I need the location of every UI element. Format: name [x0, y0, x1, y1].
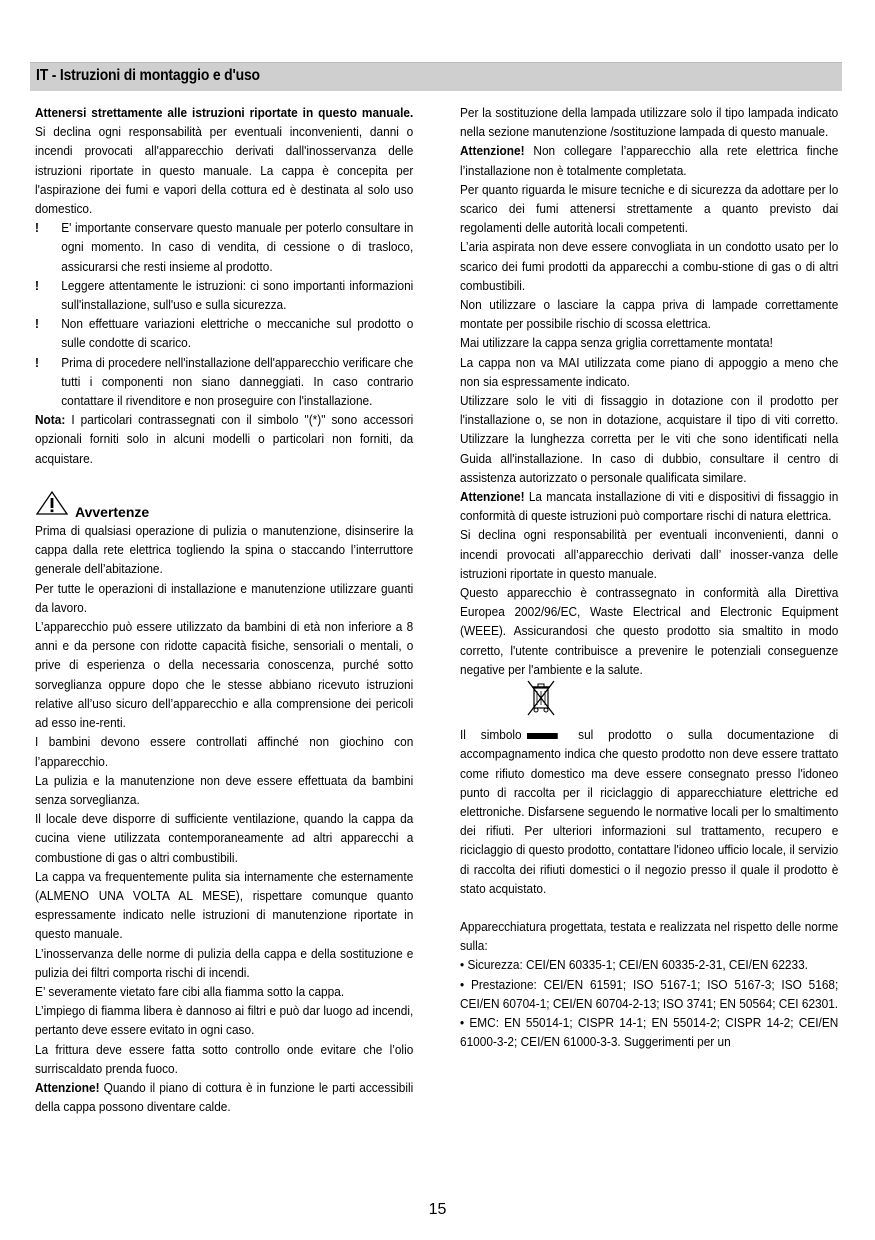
- weee-symbol-row: [460, 679, 875, 725]
- paragraph-griglia: Mai utilizzare la cappa senza griglia correttamente montata!: [460, 335, 773, 351]
- left-column: [35, 103, 455, 1116]
- warning-paragraph: Prima di qualsiasi operazione di pulizia o manutenzione, disinserire la cappa dalla rete elettrica togliendo la spina o staccando l’interruttore generale dell’abitazione.: [35, 523, 414, 577]
- attenzione-text: Non collegare l’apparecchio alla rete elettrica finche l’installazione non è totalmente completata.: [460, 143, 839, 178]
- bullet-item: [35, 314, 413, 352]
- exclamation-icon: !: [35, 277, 39, 293]
- paragraph-misure: Per quanto riguarda le misure tecniche e di sicurezza da adottare per lo scarico dei fumi attenersi strettamente a quanto previsto dai regolamenti delle autorità locali competenti.: [460, 181, 839, 236]
- bullet-item: [35, 276, 413, 314]
- paragraph-aria: L’aria aspirata non deve essere convogliata in un condotto usato per lo scarico dei fumi prodotti da apparecchi a combu-stione di gas o di altri combustibili.: [460, 239, 839, 293]
- warning-paragraph: Il locale deve disporre di sufficiente ventilazione, quando la cappa da cucina viene utilizzata contemporaneamente ad altri apparecchi a combustione di gas o altri combustibili.: [35, 811, 414, 865]
- warning-paragraph: I bambini devono essere controllati affinché non giochino con l’apparecchio.: [35, 734, 414, 769]
- paragraph-responsabilita: Si declina ogni responsabilità per eventuali inconvenienti, danni o incendi provocati all’apparecchio derivati dall’ inosser-vanza delle istruzioni riportate in questo manuale.: [460, 527, 839, 581]
- exclamation-icon: !: [35, 220, 39, 236]
- warning-paragraph: L’apparecchio può essere utilizzato da bambini di età non inferiore a 8 anni e da persone con ridotte capacità fisiche, sensoriali o mentali, o prive di esperienza o della necessaria conoscenza, purché sotto sorveglianza oppure dopo che le stesse abbiano ricevuto istruzioni relative all’uso sicuro dell’apparecchio e alla comprensione dei pericoli ad esso ine-renti.: [35, 619, 414, 731]
- nota-paragraph: [35, 410, 413, 468]
- attenzione-label: Attenzione!: [35, 1079, 100, 1095]
- nota-text: I particolari contrassegnati con il simbolo "(*)" sono accessori opzionali forniti solo in alcuni modelli o particolari non forniti, da acquistare.: [35, 412, 414, 466]
- intro-bold: Attenersi strettamente alle istruzioni riportate in questo manuale.: [35, 105, 414, 120]
- attenzione-label: Attenzione!: [460, 143, 525, 159]
- paragraph-attenzione-rete: [460, 141, 838, 179]
- warning-paragraph: E’ severamente vietato fare cibi alla fiamma sotto la cappa.: [35, 983, 345, 999]
- warning-paragraph: La cappa va frequentemente pulita sia internamente che esternamente (ALMENO UNA VOLTA AL MESE), rispettare comunque quanto espressamente indicato nelle istruzioni di manutenzione riportate in questo manuale.: [35, 868, 414, 942]
- paragraph-norme-intro: Apparecchiatura progettata, testata e realizzata nel rispetto delle norme sulla:: [460, 918, 839, 954]
- bullet-item: [35, 353, 413, 411]
- warning-heading: [35, 490, 455, 521]
- attenzione-text: La mancata installazione di viti e dispositivi di fissaggio in conformità di queste istruzioni può comportare rischi di natura elettrica.: [460, 489, 839, 524]
- section-title: IT - Istruzioni di montaggio e d'uso: [36, 67, 260, 84]
- warning-triangle-icon: [35, 490, 69, 521]
- exclamation-icon: !: [35, 316, 39, 332]
- paragraph-appoggio: La cappa non va MAI utilizzata come piano di appoggio a meno che non sia espressamente indicato.: [460, 354, 839, 389]
- simbolo-post: sul prodotto o sulla documentazione di accompagnamento indica che questo prodotto non deve essere trattato come rifiuto domestico ma deve essere consegnato presso l'idoneo punto di raccolta per il riciclaggio di apparecchiature elettriche ed elettroniche. Disfarsene seguendo le normative locali per lo smaltimento dei rifiuti. Per ulteriori informazioni sul trattamento, recupero e riciclaggio di questo prodotto, contattare l'idoneo ufficio locale, il servizio di raccolta dei rifiuti domestici o il negozio presso il quale il prodotto è stato acquistato.: [460, 727, 839, 896]
- warning-paragraph: L’impiego di fiamma libera è dannoso ai filtri e può dar luogo ad incendi, pertanto deve essere evitato in ogni caso.: [35, 1003, 414, 1038]
- warning-paragraph: La pulizia e la manutenzione non deve essere effettuata da bambini senza sorveglianza.: [35, 772, 414, 807]
- norme-item: • EMC: EN 55014-1; CISPR 14-1; EN 55014-2; CISPR 14-2; CEI/EN 61000-3-2; CEI/EN 61000-3-3. Suggerimenti per un: [460, 1014, 839, 1050]
- paragraph-weee: Questo apparecchio è contrassegnato in conformità alla Direttiva Europea 2002/96/EC, Waste Electrical and Electronic Equipment (WEEE). Assicurandosi che questo prodotto sia smaltito in modo corretto, l'utente contribuisce a prevenire le potenziali conseguenze negative per l'ambiente e la salute.: [460, 585, 839, 677]
- norme-item: • Sicurezza: CEI/EN 60335-1; CEI/EN 60335-2-31, CEI/EN 62233.: [460, 957, 808, 973]
- crossed-bin-icon: [525, 679, 557, 724]
- norme-item: • Prestazione: CEI/EN 61591; ISO 5167-1; ISO 5167-3; ISO 5168; CEI/EN 60704-1; CEI/EN 60704-2-13; ISO 3741; EN 50564; CEI 62301.: [460, 976, 839, 1011]
- warning-paragraph: Per tutte le operazioni di installazione e manutenzione utilizzare guanti da lavoro.: [35, 580, 414, 615]
- warning-paragraphs: [35, 521, 455, 1078]
- section-header: [30, 62, 842, 91]
- intro-text: Si declina ogni responsabilità per eventuali inconvenienti, danni o incendi provocati all'apparecchio derivati dall'inosservanza delle istruzioni riportate in questo manuale. La cappa è concepita per l'aspirazione dei fumi e vapori della cottura ed è destinata al solo uso domestico.: [35, 124, 414, 217]
- warning-title: Avvertenze: [75, 504, 150, 521]
- bullet-list: [35, 218, 413, 410]
- bullet-text: Prima di procedere nell'installazione dell'apparecchio verificare che tutti i componenti non siano danneggiati. In caso contrario contattare il rivenditore e non proseguire con l'installazione.: [61, 354, 414, 409]
- norme-list: [460, 955, 875, 1051]
- paragraph-simbolo: [460, 725, 838, 898]
- attenzione-text: Quando il piano di cottura è in funzione le parti accessibili della cappa possono diventare calde.: [35, 1079, 414, 1115]
- warning-paragraph: La frittura deve essere fatta sotto controllo onde evitare che l’olio surriscaldato prenda fuoco.: [35, 1041, 414, 1076]
- intro-paragraph: [35, 103, 413, 218]
- paragraph-attenzione-viti: [460, 487, 838, 525]
- bullet-text: E' importante conservare questo manuale per poterlo consultare in ogni momento. In caso di vendita, di cessione o di trasloco, assicurarsi che resti insieme al prodotto.: [61, 220, 414, 274]
- warning-paragraph: L’inosservanza delle norme di pulizia della cappa e della sostituzione e pulizia dei filtri comporta rischi di incendi.: [35, 945, 414, 980]
- bullet-text: Non effettuare variazioni elettriche o meccaniche sul prodotto o sulle condotte di scarico.: [61, 316, 414, 351]
- paragraph-viti: Utilizzare solo le viti di fissaggio in dotazione con il prodotto per l'installazione o, se non in dotazione, acquistare il tipo di viti corretto. Utilizzare la lunghezza corretta per le viti che sono identificati nella Guida all'installazione. In caso di dubbio, consultare il centro di assistenza autorizzato o personale qualificata similare.: [460, 393, 839, 485]
- bullet-text: Leggere attentamente le istruzioni: ci sono importanti informazioni sull'installazione, sull'uso e sulla sicurezza.: [61, 277, 414, 313]
- simbolo-pre: Il simbolo: [460, 727, 522, 743]
- weee-bar-icon: [527, 733, 558, 739]
- paragraph-lampade: Non utilizzare o lasciare la cappa priva di lampade correttamente montate per possibile rischio di scossa elettrica.: [460, 297, 839, 332]
- page-number: 15: [428, 1201, 447, 1218]
- paragraph-lampada: Per la sostituzione della lampada utilizzare solo il tipo lampada indicato nella sezione manutenzione /sostituzione lampada di questo manuale.: [460, 105, 839, 140]
- exclamation-icon: !: [35, 354, 39, 370]
- right-column: [460, 103, 875, 1051]
- bullet-item: [35, 218, 413, 276]
- attenzione-label: Attenzione!: [460, 489, 525, 505]
- nota-label: Nota:: [35, 412, 66, 428]
- attenzione-paragraph: [35, 1078, 413, 1116]
